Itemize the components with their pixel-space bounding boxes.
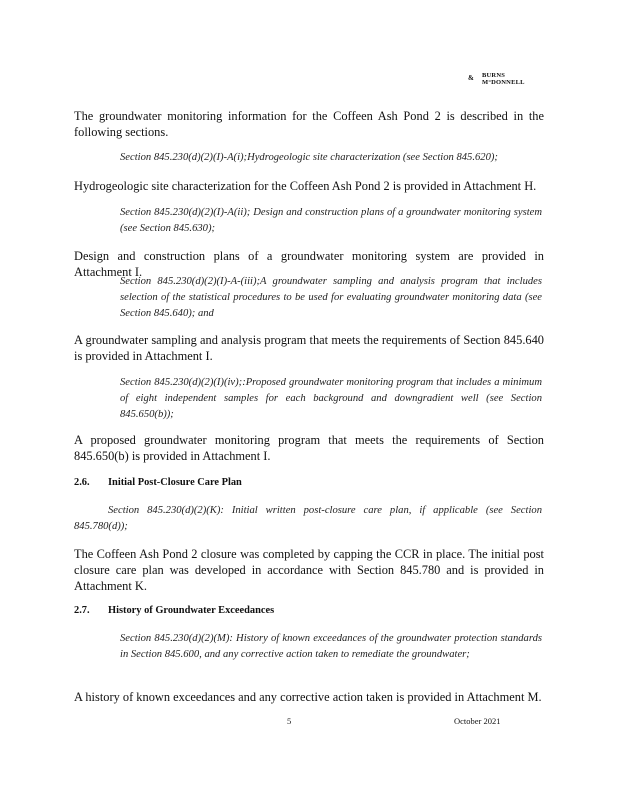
page-number: 5 (287, 716, 292, 726)
quote-post-closure: Section 845.230(d)(2)(K): Initial written post-closure care plan, if applicable (see Section 845.780(d)); (74, 505, 542, 532)
section-title: History of Groundwater Exceedances (108, 605, 275, 616)
section-heading-2-6 (74, 477, 242, 488)
intro-paragraph: The groundwater monitoring information for the Coffeen Ash Pond 2 is described in the following sections. (74, 109, 544, 139)
logo-ampersand: & (468, 74, 475, 82)
logo-line-2: M°DONNELL (482, 79, 525, 86)
quote-exceedances: Section 845.230(d)(2)(M): History of known exceedances of the groundwater protection standards in Section 845.600, and any corrective action taken to remediate the groundwater; (120, 633, 542, 660)
logo-line-1: BURNS (482, 72, 506, 79)
paragraph-exceedances: A history of known exceedances and any corrective action taken is provided in Attachment M. (74, 690, 542, 704)
section-number: 2.7. (74, 605, 90, 616)
paragraph-post-closure: The Coffeen Ash Pond 2 closure was completed by capping the CCR in place. The initial post closure care plan was developed in accordance with Section 845.780 and is provided in Attachment K. (74, 547, 544, 593)
quote-sampling: Section 845.230(d)(2)(I)-A-(iii);A groundwater sampling and analysis program that includes selection of the statistical procedures to be used for evaluating groundwater monitoring data (see Section 845.640); and (120, 276, 542, 319)
document-date: October 2021 (454, 716, 501, 726)
paragraph-design: Design and construction plans of a groundwater monitoring system are provided in Attachment I. (74, 249, 544, 279)
quote-hydrogeologic: Section 845.230(d)(2)(I)-A(i);Hydrogeologic site characterization (see Section 845.620); (120, 152, 498, 163)
quote-monitoring-program: Section 845.230(d)(2)(I)(iv);:Proposed groundwater monitoring program that includes a minimum of eight independent samples for each background and downgradient well (see Section 845.650(b)); (120, 377, 542, 420)
burns-mcdonnell-logo (468, 72, 525, 86)
quote-design: Section 845.230(d)(2)(I)-A(ii); Design and construction plans of a groundwater monitoring system (see Section 845.630); (120, 207, 542, 234)
section-heading-2-7 (74, 605, 274, 616)
paragraph-monitoring-program: A proposed groundwater monitoring program that meets the requirements of Section 845.650(b) is provided in Attachment I. (74, 433, 544, 463)
section-number: 2.6. (74, 477, 90, 488)
paragraph-hydrogeologic: Hydrogeologic site characterization for the Coffeen Ash Pond 2 is provided in Attachment H. (74, 179, 537, 193)
section-title: Initial Post-Closure Care Plan (108, 477, 242, 488)
paragraph-sampling: A groundwater sampling and analysis program that meets the requirements of Section 845.640 is provided in Attachment I. (74, 333, 544, 363)
